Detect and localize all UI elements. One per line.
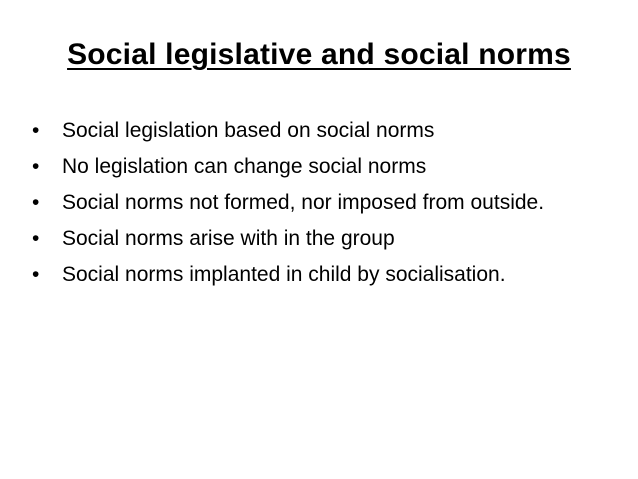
bullet-item	[30, 153, 610, 181]
bullet-list	[30, 117, 610, 297]
bullet-item	[30, 225, 610, 253]
bullet-icon: •	[32, 263, 40, 286]
bullet-text: Social legislation based on social norms	[62, 119, 435, 142]
bullet-icon: •	[32, 191, 40, 214]
bullet-text: Social norms not formed, nor imposed from outside.	[62, 191, 545, 214]
bullet-item	[30, 189, 610, 217]
bullet-item	[30, 261, 610, 289]
slide-title: Social legislative and social norms	[67, 38, 571, 71]
bullet-text: No legislation can change social norms	[62, 155, 427, 178]
bullet-text: Social norms implanted in child by socialisation.	[62, 263, 506, 286]
bullet-icon: •	[32, 119, 40, 142]
bullet-icon: •	[32, 227, 40, 250]
bullet-icon: •	[32, 155, 40, 178]
bullet-item	[30, 117, 610, 145]
bullet-text: Social norms arise with in the group	[62, 227, 395, 250]
